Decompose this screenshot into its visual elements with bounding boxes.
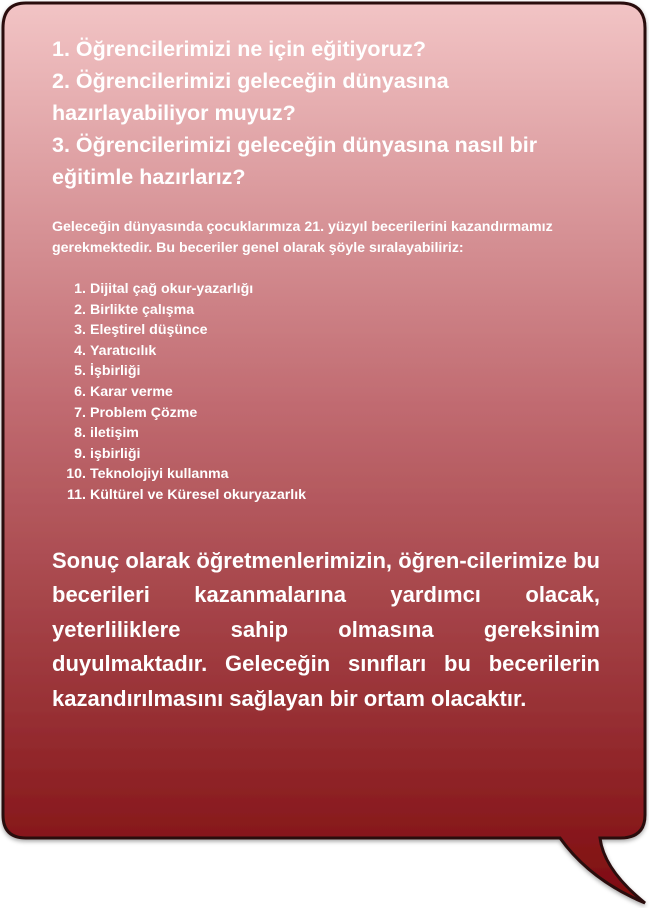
list-item (52, 279, 600, 300)
list-item-number: 9. (74, 445, 86, 462)
list-item-number: 1. (74, 281, 86, 297)
list-item-number: 11. (67, 486, 86, 503)
list-item (52, 382, 600, 403)
list-item (52, 444, 600, 465)
list-item (52, 361, 600, 382)
list-item-number: 3. (74, 322, 86, 339)
list-item-label: Yaratıcılık (90, 342, 157, 359)
skills-list (52, 279, 600, 506)
list-item (52, 341, 600, 362)
list-item-number: 10. (66, 466, 86, 483)
list-item-label: Dijital çağ okur-yazarlığı (90, 281, 254, 297)
list-item-number: 6. (74, 383, 86, 400)
bubble-content (52, 33, 600, 716)
list-item-number: 5. (74, 363, 86, 380)
question-3: 3. Öğrencilerimizi geleceğin dünyasına nasıl bir eğitimle hazırlarız? (52, 133, 538, 189)
list-item-label: Kültürel ve Küresel okuryazarlık (90, 486, 307, 503)
list-item-label: Karar verme (90, 383, 173, 400)
list-item-label: Problem Çözme (90, 404, 198, 421)
list-item-number: 4. (74, 342, 86, 359)
list-item (52, 464, 600, 485)
list-item (52, 320, 600, 341)
list-item (52, 300, 600, 321)
list-item (52, 423, 600, 444)
question-2: 2. Öğrencilerimizi geleceğin dünyasına hazırlayabiliyor muyuz? (52, 69, 449, 125)
list-item-label: Eleştirel düşünce (90, 322, 208, 339)
list-item-label: işbirliği (90, 445, 141, 462)
list-item-label: Birlikte çalışma (90, 301, 195, 318)
list-item-label: İşbirliği (90, 363, 141, 380)
conclusion-paragraph: Sonuç olarak öğretmenlerimizin, öğren-cilerimize bu becerileri kazanmalarına yardımcı olacak, yeterliliklere sahip olmasına gereksinim duyulmaktadır. Geleceğin sınıfları bu becerilerin kazandırılmasını sağlayan bir ortam olacaktır. (52, 547, 600, 711)
list-item (52, 403, 600, 424)
list-item-label: iletişim (90, 425, 139, 442)
list-item-number: 2. (74, 301, 86, 318)
list-item (52, 485, 600, 506)
intro-paragraph: Geleceğin dünyasında çocuklarımıza 21. yüzyıl becerilerini kazandırmamız gerekmektedir. Bu beceriler genel olarak şöyle sıralayabiliriz: (52, 219, 553, 256)
list-item-label: Teknolojiyi kullanma (90, 466, 229, 483)
list-item-number: 8. (74, 425, 86, 442)
question-1: 1. Öğrencilerimizi ne için eğitiyoruz? (52, 37, 426, 61)
list-item-number: 7. (74, 404, 86, 421)
